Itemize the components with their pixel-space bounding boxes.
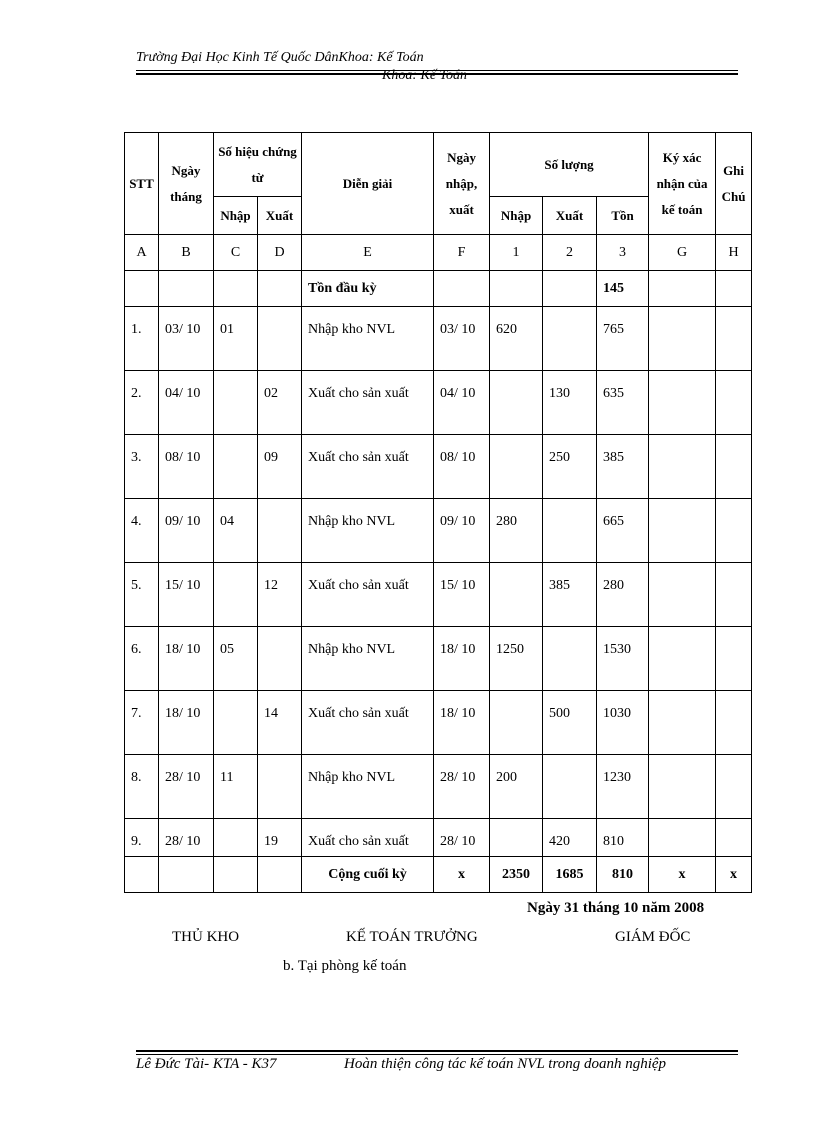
cell-desc: Xuất cho sản xuất [302, 819, 434, 857]
cell-date: 04/ 10 [159, 371, 214, 435]
col-ghi-chu: Ghi Chú [716, 133, 752, 235]
total-xuat: 1685 [543, 857, 597, 893]
code-cell: 2 [543, 235, 597, 271]
cell-empty [649, 755, 716, 819]
cell-empty [716, 563, 752, 627]
opening-row [125, 271, 752, 307]
cell-nhap-ct: 04 [214, 499, 258, 563]
header-rule-thin [136, 70, 738, 71]
subsection-heading: b. Tại phòng kế toán [283, 958, 407, 974]
cell-desc: Nhập kho NVL [302, 627, 434, 691]
cell-sl-nhap [490, 435, 543, 499]
cell-sl-nhap: 280 [490, 499, 543, 563]
cell-xuat-ct [258, 499, 302, 563]
cell-stt: 5. [125, 563, 159, 627]
cell-ton: 280 [597, 563, 649, 627]
total-label: Cộng cuối kỳ [302, 857, 434, 893]
cell-ngay: 18/ 10 [434, 627, 490, 691]
code-cell: B [159, 235, 214, 271]
col-sl-nhap: Nhập [490, 197, 543, 235]
table-row [125, 755, 752, 819]
cell-empty [716, 307, 752, 371]
cell-empty [716, 819, 752, 857]
code-cell: G [649, 235, 716, 271]
footer-rule-thin [136, 1054, 738, 1055]
cell-empty [649, 307, 716, 371]
opening-ton: 145 [597, 271, 649, 307]
cell-sl-xuat [543, 307, 597, 371]
cell-ngay: 04/ 10 [434, 371, 490, 435]
table-row [125, 371, 752, 435]
cell-empty [716, 371, 752, 435]
col-ct-xuat: Xuất [258, 197, 302, 235]
cell-sl-nhap [490, 371, 543, 435]
col-ct-nhap: Nhập [214, 197, 258, 235]
table-row [125, 307, 752, 371]
cell-ton: 1230 [597, 755, 649, 819]
cell-empty [649, 627, 716, 691]
cell-sl-xuat [543, 499, 597, 563]
col-sl-ton: Tồn [597, 197, 649, 235]
cell-sl-nhap [490, 563, 543, 627]
cell-date: 28/ 10 [159, 755, 214, 819]
table-row [125, 499, 752, 563]
cell-ton: 765 [597, 307, 649, 371]
cell-sl-xuat: 130 [543, 371, 597, 435]
cell-sl-nhap: 1250 [490, 627, 543, 691]
cell-xuat-ct: 14 [258, 691, 302, 755]
cell-empty [649, 691, 716, 755]
cell-sl-nhap [490, 691, 543, 755]
cell-sl-xuat [543, 755, 597, 819]
signature-date: Ngày 31 tháng 10 năm 2008 [527, 900, 705, 916]
cell-stt: 8. [125, 755, 159, 819]
signature-giam-doc: GIÁM ĐỐC [615, 929, 691, 945]
total-nhap: 2350 [490, 857, 543, 893]
code-row [125, 235, 752, 271]
cell-desc: Xuất cho sản xuất [302, 371, 434, 435]
cell-xuat-ct [258, 627, 302, 691]
cell-stt: 4. [125, 499, 159, 563]
cell-stt: 7. [125, 691, 159, 755]
cell-ngay: 18/ 10 [434, 691, 490, 755]
cell-ngay: 03/ 10 [434, 307, 490, 371]
cell-empty [649, 819, 716, 857]
code-cell: H [716, 235, 752, 271]
table-row [125, 819, 752, 857]
col-ngay-thang: Ngày tháng [159, 133, 214, 235]
cell-empty [649, 499, 716, 563]
total-g: x [649, 857, 716, 893]
cell-nhap-ct [214, 691, 258, 755]
cell-empty [649, 371, 716, 435]
opening-label: Tồn đầu kỳ [302, 271, 434, 307]
col-ky-xac-nhan: Ký xác nhận của kế toán [649, 133, 716, 235]
code-cell: C [214, 235, 258, 271]
material-ledger-table [124, 132, 752, 893]
cell-xuat-ct: 02 [258, 371, 302, 435]
cell-xuat-ct [258, 755, 302, 819]
cell-ton: 385 [597, 435, 649, 499]
cell-sl-xuat: 500 [543, 691, 597, 755]
cell-date: 18/ 10 [159, 627, 214, 691]
cell-ton: 635 [597, 371, 649, 435]
col-stt: STT [125, 133, 159, 235]
cell-xuat-ct: 12 [258, 563, 302, 627]
code-cell: 3 [597, 235, 649, 271]
cell-date: 09/ 10 [159, 499, 214, 563]
cell-xuat-ct: 09 [258, 435, 302, 499]
code-cell: D [258, 235, 302, 271]
cell-sl-nhap [490, 819, 543, 857]
code-cell: A [125, 235, 159, 271]
table-row [125, 563, 752, 627]
cell-empty [716, 691, 752, 755]
cell-date: 28/ 10 [159, 819, 214, 857]
cell-sl-nhap: 620 [490, 307, 543, 371]
col-dien-giai: Diễn giải [302, 133, 434, 235]
total-row [125, 857, 752, 893]
cell-stt: 9. [125, 819, 159, 857]
cell-sl-xuat: 250 [543, 435, 597, 499]
cell-desc: Nhập kho NVL [302, 499, 434, 563]
total-f: x [434, 857, 490, 893]
total-ton: 810 [597, 857, 649, 893]
table-row [125, 627, 752, 691]
cell-empty [716, 499, 752, 563]
table-row [125, 691, 752, 755]
cell-date: 03/ 10 [159, 307, 214, 371]
cell-nhap-ct [214, 371, 258, 435]
col-ngay-nhap-xuat: Ngày nhập, xuất [434, 133, 490, 235]
cell-ngay: 28/ 10 [434, 755, 490, 819]
cell-empty [716, 755, 752, 819]
cell-stt: 2. [125, 371, 159, 435]
cell-stt: 3. [125, 435, 159, 499]
cell-xuat-ct: 19 [258, 819, 302, 857]
cell-stt: 1. [125, 307, 159, 371]
header-school: Trường Đại Học Kinh Tế Quốc DânKhoa: Kế Toán [136, 50, 424, 65]
footer-title: Hoàn thiện công tác kế toán NVL trong doanh nghiệp [344, 1056, 667, 1072]
header-rule-thick [136, 73, 738, 75]
cell-date: 08/ 10 [159, 435, 214, 499]
cell-sl-xuat: 420 [543, 819, 597, 857]
cell-nhap-ct [214, 435, 258, 499]
cell-sl-xuat [543, 627, 597, 691]
cell-nhap-ct [214, 819, 258, 857]
cell-nhap-ct [214, 563, 258, 627]
cell-desc: Xuất cho sản xuất [302, 691, 434, 755]
cell-date: 18/ 10 [159, 691, 214, 755]
cell-sl-xuat: 385 [543, 563, 597, 627]
cell-nhap-ct: 01 [214, 307, 258, 371]
cell-ton: 665 [597, 499, 649, 563]
cell-desc: Xuất cho sản xuất [302, 563, 434, 627]
col-so-hieu: Số hiệu chứng từ [214, 133, 302, 197]
cell-ngay: 09/ 10 [434, 499, 490, 563]
signature-ke-toan-truong: KẾ TOÁN TRƯỞNG [346, 929, 478, 945]
cell-empty [649, 563, 716, 627]
cell-nhap-ct: 11 [214, 755, 258, 819]
code-cell: E [302, 235, 434, 271]
cell-stt: 6. [125, 627, 159, 691]
cell-sl-nhap: 200 [490, 755, 543, 819]
cell-ton: 1530 [597, 627, 649, 691]
footer-author: Lê Đức Tài- KTA - K37 [136, 1056, 277, 1072]
table-row [125, 435, 752, 499]
cell-ngay: 08/ 10 [434, 435, 490, 499]
cell-empty [649, 435, 716, 499]
cell-desc: Nhập kho NVL [302, 755, 434, 819]
cell-ton: 1030 [597, 691, 649, 755]
code-cell: 1 [490, 235, 543, 271]
col-sl-xuat: Xuất [543, 197, 597, 235]
cell-xuat-ct [258, 307, 302, 371]
cell-desc: Xuất cho sản xuất [302, 435, 434, 499]
cell-desc: Nhập kho NVL [302, 307, 434, 371]
footer-rule-thick [136, 1050, 738, 1052]
signature-thu-kho: THỦ KHO [172, 929, 240, 945]
cell-nhap-ct: 05 [214, 627, 258, 691]
header-faculty: Khoa: Kế Toán [382, 68, 468, 83]
col-so-luong: Số lượng [490, 133, 649, 197]
code-cell: F [434, 235, 490, 271]
cell-empty [716, 627, 752, 691]
cell-ngay: 15/ 10 [434, 563, 490, 627]
total-h: x [716, 857, 752, 893]
cell-date: 15/ 10 [159, 563, 214, 627]
cell-ton: 810 [597, 819, 649, 857]
cell-empty [716, 435, 752, 499]
cell-ngay: 28/ 10 [434, 819, 490, 857]
